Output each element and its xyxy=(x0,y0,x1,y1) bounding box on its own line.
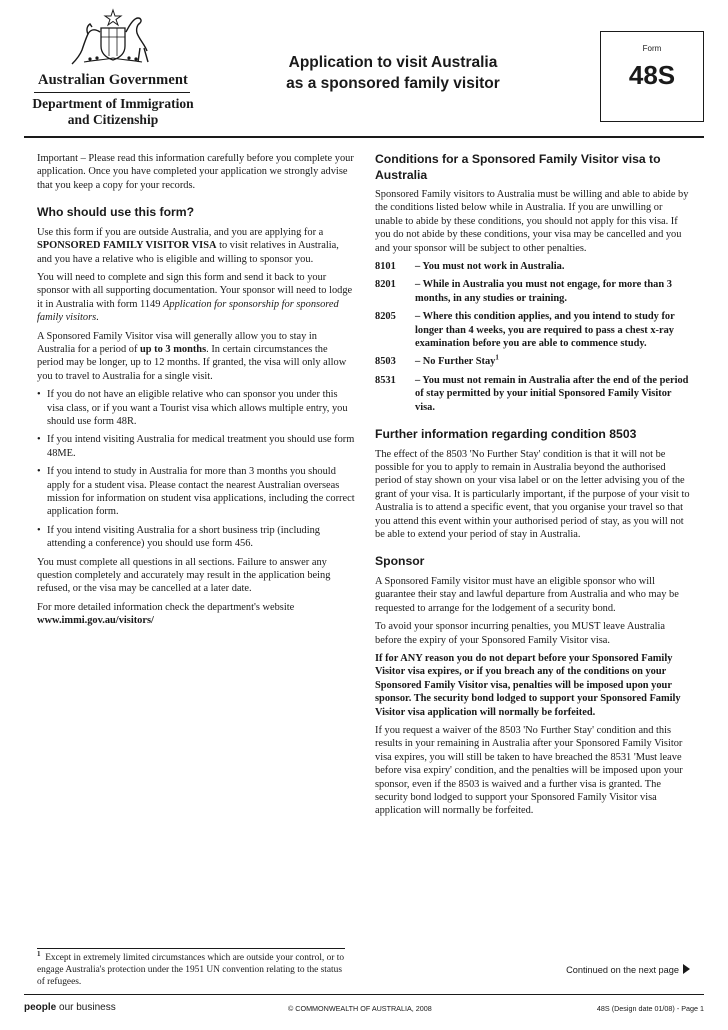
page-info: 48S (Design date 01/08) - Page 1 xyxy=(596,1004,704,1013)
government-name: Australian Government xyxy=(38,72,188,88)
text: to visit relatives in Australia, and you have a relative who is eligible and willing to sponsor you. xyxy=(37,240,339,265)
bullet-icon: • xyxy=(37,524,41,536)
condition-item xyxy=(375,278,691,305)
condition-code: 8503 xyxy=(375,356,396,368)
who-paragraph-2 xyxy=(37,271,355,325)
text: You will need to complete and sign this form and send it back to your sponsor with all supporting documentation. Your sponsor will need to lodge it in Australia with form 1149 xyxy=(37,271,353,310)
condition-text xyxy=(415,355,691,368)
bullet-item xyxy=(37,524,355,551)
bullet-item xyxy=(37,433,355,460)
bullet-icon: • xyxy=(37,389,41,401)
form-label: Form xyxy=(642,44,662,53)
visa-name: SPONSORED FAMILY VISITOR VISA xyxy=(37,240,217,252)
continued-text: Continued on the next page xyxy=(566,965,679,975)
form-1149-title: Application for sponsorship for sponsored family visitors xyxy=(37,298,339,324)
more-info-paragraph xyxy=(37,601,355,628)
form-title-line-1: Application to visit Australia xyxy=(288,54,498,71)
bullet-text: If you do not have an eligible relative who can sponsor you under this visa class, or if you want a Tourist visa which allows multiple entry, you should use form 48R. xyxy=(47,389,348,427)
copyright: © COMMONWEALTH OF AUSTRALIA, 2008 xyxy=(288,1004,432,1013)
condition-text: – Where this condition applies, and you intend to study for longer than 4 weeks, you are required to pass a chest x-ray examination before you are able to commence study. xyxy=(415,311,675,350)
condition-text: – While in Australia you must not engage, for more than 3 months, in any studies or training. xyxy=(415,279,672,304)
text: Use this form if you are outside Australia, and you are applying for a xyxy=(37,226,324,238)
department-line-2: and Citizenship xyxy=(67,112,159,127)
heading-further-info: Further information regarding condition 8503 xyxy=(375,427,637,442)
form-number: 48S xyxy=(628,60,676,90)
complete-all-paragraph: You must complete all questions in all sections. Failure to answer any question completely and accurately may result in the application being refused, or the visa may be cancelled at a later date. xyxy=(37,556,331,595)
text: – No Further Stay xyxy=(415,356,496,368)
bullet-icon: • xyxy=(37,434,41,446)
heading-who-should-use: Who should use this form? xyxy=(37,205,195,220)
condition-item xyxy=(375,355,691,368)
sponsor-paragraph-4: If you request a waiver of the 8503 'No Further Stay' condition and this results in your remaining in Australia after your Sponsored Family Visitor visa expires, you will still be taken to have breached the 8531 'Must leave before visa expiry' condition, and the penalties will be imposed upon your sponsor, even if the 8503 is waived and a further visa is granted. The security bond lodged to support your Sponsored Family Visitor visa application will normally be forfeited. xyxy=(375,725,683,817)
sponsor-warning: If for ANY reason you do not depart before your Sponsored Family Visitor visa expires, or if you breach any of the conditions on your Sponsored Family Visitor visa, penalties will be imposed upon your sponsor. The security bond lodged to support your Sponsored Family Visitor visa application will normally be forfeited. xyxy=(375,652,681,718)
condition-code: 8201 xyxy=(375,279,396,291)
footer-divider xyxy=(24,994,704,995)
tagline-rest: our business xyxy=(56,1002,116,1013)
form-title xyxy=(268,52,518,94)
condition-item xyxy=(375,374,691,414)
tagline xyxy=(24,1002,116,1013)
bullet-item xyxy=(37,465,355,519)
text: . In certain circumstances the period may be longer, up to 12 months. If granted, the visa will only allow you to travel to Australia for a single visit. xyxy=(37,343,347,382)
text: . xyxy=(96,312,99,324)
department-name xyxy=(28,96,198,128)
department-line-1: Department of Immigration xyxy=(32,96,194,111)
sponsor-paragraph-1: A Sponsored Family visitor must have an eligible sponsor who will guarantee their stay and lawful departure from Australia and who may be requested to arrange for the lodgement of a security bond. xyxy=(375,575,679,614)
condition-item xyxy=(375,260,691,273)
bullet-text: If you intend visiting Australia for medical treatment you should use form 48ME. xyxy=(47,434,355,459)
arrow-right-icon xyxy=(683,964,690,974)
conditions-intro: Sponsored Family visitors to Australia must be willing and able to abide by the conditions listed below while in Australia. If you are unwilling or unable to abide by these conditions, you should not apply for this visa. If you do not abide by these conditions, your visa may be cancelled and you and your sponsor will be subject to other penalties. xyxy=(375,189,689,254)
bullet-icon: • xyxy=(37,466,41,478)
text: A Sponsored Family Visitor visa will generally allow you to stay in Australia for a period of xyxy=(37,330,317,355)
left-column xyxy=(37,152,355,633)
bullet-item xyxy=(37,388,355,428)
text: For more detailed information check the department's website xyxy=(37,601,295,613)
bullet-text: If you intend to study in Australia for more than 3 months you should apply for a student visa. Please contact the nearest Australian overseas mission for information on student visa applications, including the correct application form. xyxy=(47,466,355,518)
who-paragraph-1 xyxy=(37,226,355,266)
footnote-marker: 1 xyxy=(495,354,499,362)
bullet-text: If you intend visiting Australia for a short business trip (including attending a conference) you should use form 456. xyxy=(47,524,321,550)
condition-text: – You must not remain in Australia after the end of the period of stay permitted by your initial Sponsored Family Visitor visa. xyxy=(415,374,689,413)
sponsor-paragraph-2: To avoid your sponsor incurring penalties, you MUST leave Australia before the expiry of your Sponsored Family Visitor visa. xyxy=(375,621,665,646)
condition-code: 8531 xyxy=(375,374,396,386)
footnote-text: Except in extremely limited circumstances which are outside your control, or to engage Australia's protection under the 1951 UN convention relating to the status of refugees. xyxy=(37,953,345,988)
divider xyxy=(34,92,190,93)
website-link[interactable]: www.immi.gov.au/visitors/ xyxy=(37,615,154,627)
footnote-number: 1 xyxy=(37,949,41,958)
intro-paragraph: Important – Please read this information carefully before you complete your application. Once you have completed your application we strongly advise that you keep a copy for your records. xyxy=(37,153,354,191)
condition-item xyxy=(375,310,691,350)
heading-conditions: Conditions for a Sponsored Family Visitor visa to Australia xyxy=(375,152,661,182)
right-column xyxy=(375,152,691,823)
form-title-line-2: as a sponsored family visitor xyxy=(286,75,500,92)
condition-text: – You must not work in Australia. xyxy=(415,261,565,273)
continued-notice xyxy=(548,964,690,975)
tagline-strong: people xyxy=(24,1002,57,1013)
condition-code: 8205 xyxy=(375,311,396,323)
further-info-paragraph: The effect of the 8503 'No Further Stay' condition is that it will not be possible for you to apply to remain in Australia beyond the authorised period of stay shown on your visa label or on the letter advising you of the grant of your visa. It is particularly important, if the purpose of your visit to Australia is to attend a specific event, that you organise your travel so that you attend this event within your authorised period of stay, as you will not be able to extend your period of stay in Australia. xyxy=(375,448,690,541)
form-number-box xyxy=(600,31,704,122)
header-divider xyxy=(24,136,704,138)
coat-of-arms-icon xyxy=(70,8,156,68)
condition-code: 8101 xyxy=(375,261,396,273)
footnote xyxy=(37,949,349,989)
who-paragraph-3 xyxy=(37,330,355,384)
stay-period: up to 3 months xyxy=(140,343,207,355)
footnote-divider xyxy=(37,948,345,949)
heading-sponsor: Sponsor xyxy=(375,554,425,569)
